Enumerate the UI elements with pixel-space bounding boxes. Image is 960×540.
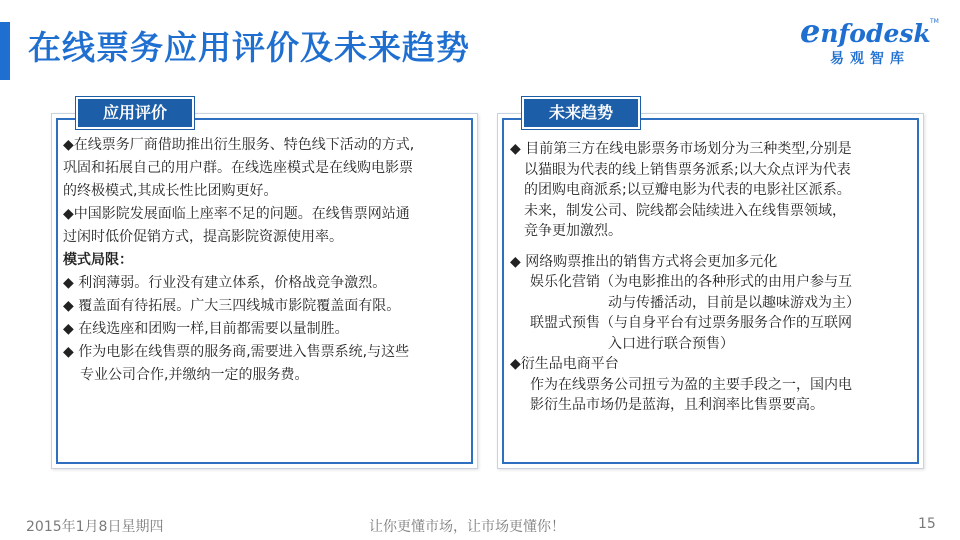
- text-line: 联盟式预售（与自身平台有过票务服务合作的互联网: [530, 315, 852, 331]
- footer-date: 2015年1月8日星期四: [26, 519, 164, 535]
- logo-word-rest: nfodesk: [820, 19, 931, 48]
- text-line: 专业公司合作,并缴纳一定的服务费。: [80, 367, 309, 383]
- text-line: ◆ 在线选座和团购一样,目前都需要以量制胜。: [63, 321, 349, 337]
- text-line: 的团购电商派系;以豆瓣电影为代表的电影社区派系。: [524, 182, 851, 198]
- text-line: 过闲时低价促销方式，提高影院资源使用率。: [63, 229, 343, 245]
- text-line: ◆衍生品电商平台: [510, 356, 619, 372]
- logo-letter-e: e: [800, 12, 821, 50]
- text-line: 巩固和拓展自己的用户群。在线选座模式是在线购电影票: [63, 160, 413, 176]
- text-line: ◆在线票务厂商借助推出衍生服务、特色线下活动的方式,: [63, 137, 415, 153]
- text-line: ◆ 网络购票推出的销售方式将会更加多元化: [510, 253, 778, 270]
- logo-wordmark: [800, 14, 931, 51]
- page-number: 15: [918, 516, 936, 532]
- text-line: 未来，制发公司、院线都会陆续进入在线售票领域，: [524, 202, 846, 219]
- text-line: ◆ 利润薄弱。行业没有建立体系，价格战竞争激烈。: [63, 275, 387, 291]
- page-title: 在线票务应用评价及未来趋势: [28, 28, 470, 67]
- text-line: 竞争更加激烈。: [524, 223, 622, 239]
- text-line: ◆ 目前第三方在线电影票务市场划分为三种类型,分别是: [510, 141, 852, 157]
- trend-tab: 未来趋势: [522, 97, 640, 129]
- title-accent-bar: [0, 22, 10, 80]
- text-line: 影衍生品市场仍是蓝海，且利润率比售票要高。: [530, 397, 824, 413]
- evaluation-content: [63, 134, 473, 387]
- text-line: 的终极模式,其成长性比团购更好。: [63, 183, 278, 199]
- section-label: 模式局限：: [63, 252, 133, 268]
- text-line: 动与传播活动，目前是以趣味游戏为主）: [608, 294, 860, 311]
- evaluation-tab: 应用评价: [76, 97, 194, 129]
- logo-chinese: 易观智库: [830, 51, 910, 67]
- text-line: ◆ 覆盖面有待拓展。广大三四线城市影院覆盖面有限。: [63, 298, 401, 314]
- text-line: 以猫眼为代表的线上销售票务派系;以大众点评为代表: [524, 161, 851, 178]
- logo-trademark: TM: [930, 18, 939, 25]
- trend-content: [510, 139, 910, 416]
- text-line: ◆ 作为电影在线售票的服务商,需要进入售票系统,与这些: [63, 344, 410, 360]
- text-line: 娱乐化营销（为电影推出的各种形式的由用户参与互: [530, 274, 852, 290]
- text-line: ◆中国影院发展面临上座率不足的问题。在线售票网站通: [63, 206, 410, 222]
- text-line: 作为在线票务公司扭亏为盈的主要手段之一，国内电: [530, 376, 852, 393]
- text-line: 入口进行联合预售）: [608, 335, 734, 352]
- footer-slogan: 让你更懂市场，让市场更懂你！: [369, 519, 565, 535]
- enfodesk-logo: [800, 14, 945, 74]
